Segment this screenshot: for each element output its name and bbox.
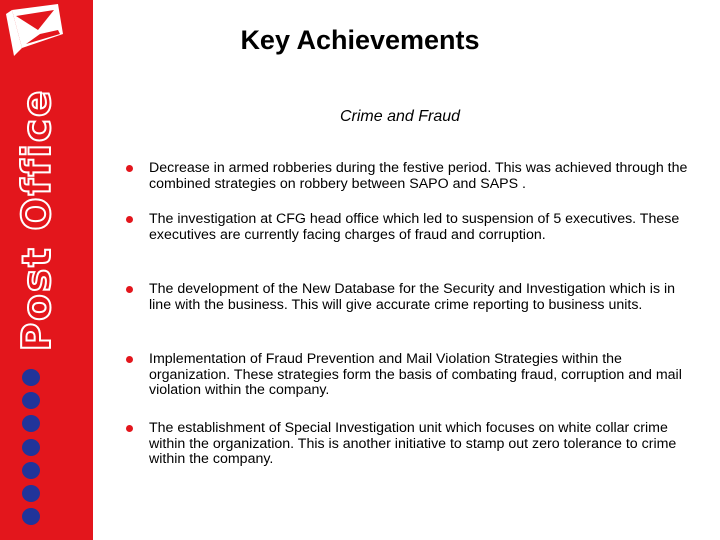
post-office-logo-icon — [0, 0, 93, 80]
bullet-icon — [126, 216, 133, 223]
dot-icon — [22, 392, 40, 409]
brand-sidebar — [0, 0, 93, 540]
dot-icon — [22, 415, 40, 432]
bullet-text: The establishment of Special Investigation unit which focuses on white collar crime within the organization. This is another initiative to stamp out zero tolerance to crime within the company. — [149, 420, 677, 468]
bullet-text: The development of the New Database for the Security and Investigation which is in line with the business. This will give accurate crime reporting to business units. — [149, 281, 676, 313]
dot-icon — [22, 369, 40, 386]
bullet-icon — [126, 165, 133, 172]
slide-subtitle: Crime and Fraud — [339, 108, 461, 125]
slide-title: Key Achievements — [240, 25, 480, 55]
dot-icon — [22, 508, 40, 525]
brand-wordmark: Post Office — [15, 88, 60, 352]
decorative-dots — [22, 369, 42, 531]
dot-icon — [22, 462, 40, 479]
bullet-icon — [126, 356, 133, 363]
bullet-text: Implementation of Fraud Prevention and Mail Violation Strategies within the organization. These strategies form the basis of combating fraud, corruption and mail violation within the company. — [149, 351, 682, 399]
dot-icon — [22, 485, 40, 502]
dot-icon — [22, 439, 40, 456]
bullet-text: The investigation at CFG head office which led to suspension of 5 executives. These executives are currently facing charges of fraud and corruption. — [149, 211, 680, 243]
bullet-text: Decrease in armed robberies during the festive period. This was achieved through the combined strategies on robbery between SAPO and SAPS . — [149, 160, 688, 192]
bullet-icon — [126, 286, 133, 293]
bullet-icon — [126, 425, 133, 432]
